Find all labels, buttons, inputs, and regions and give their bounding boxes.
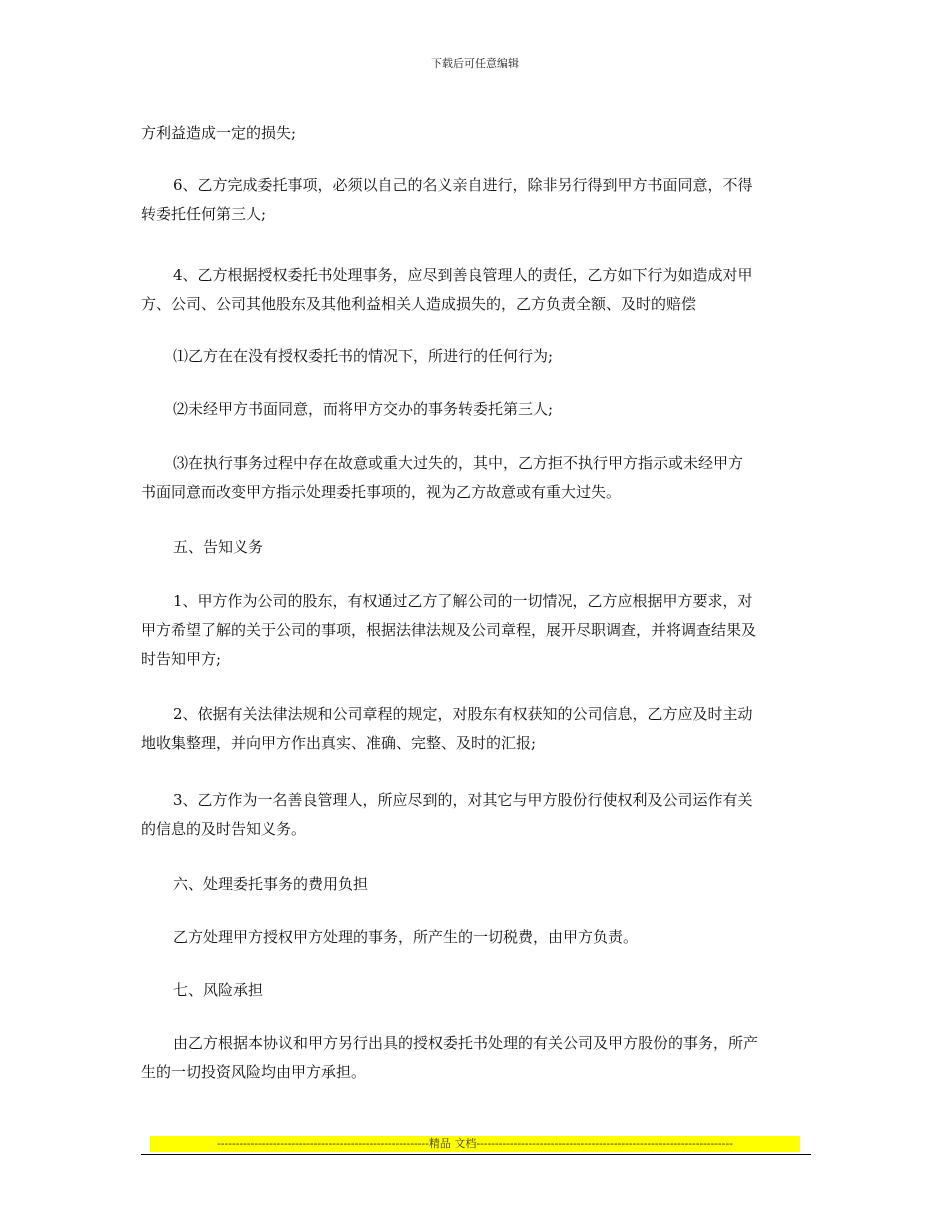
text-line: 2、依据有关法律法规和公司章程的规定，对股东有权获知的公司信息，乙方应及时主动 — [173, 705, 753, 723]
text-line: 由乙方根据本协议和甲方另行出具的授权委托书处理的有关公司及甲方股份的事务，所产 — [173, 1034, 759, 1052]
paragraph-clause-4 — [141, 261, 811, 319]
paragraph-item-2 — [141, 395, 811, 424]
text-line: 的信息的及时告知义务。 — [141, 820, 307, 838]
text-line: 方、公司、公司其他股东及其他利益相关人造成损失的，乙方负责全额、及时的赔偿 — [141, 295, 697, 313]
text-line: 4、乙方根据授权委托书处理事务，应尽到善良管理人的责任，乙方如下行为如造成对甲 — [173, 266, 753, 284]
text-line: 3、乙方作为一名善良管理人，所应尽到的，对其它与甲方股份行使权利及公司运作有关 — [173, 791, 753, 809]
text-line: ⑵未经甲方书面同意，而将甲方交办的事务转委托第三人; — [173, 400, 554, 418]
paragraph-item-1 — [141, 342, 811, 371]
text-line: 乙方处理甲方授权甲方处理的事务，所产生的一切税费，由甲方负责。 — [173, 928, 639, 946]
text-line: 1、甲方作为公司的股东，有权通过乙方了解公司的一切情况，乙方应根据甲方要求，对 — [173, 592, 753, 610]
section-heading-risk — [141, 976, 811, 1005]
paragraph-item-3 — [141, 449, 811, 507]
text-line: 方利益造成一定的损失; — [141, 124, 297, 142]
text-line: 甲方希望了解的关于公司的事项，根据法律法规及公司章程，展开尽职调查，并将调查结果及 — [141, 621, 757, 639]
text-line: 七、风险承担 — [173, 981, 264, 999]
paragraph-notify-2 — [141, 700, 811, 758]
text-line: ⑶在执行事务过程中存在故意或重大过失的，其中，乙方拒不执行甲方指示或未经甲方 — [173, 454, 744, 472]
page-header: 下载后可任意编辑 — [431, 57, 519, 70]
paragraph-notify-1 — [141, 587, 811, 674]
text-line: 时告知甲方; — [141, 650, 222, 668]
section-heading-notification — [141, 533, 811, 562]
paragraph-clause-6 — [141, 171, 811, 229]
text-line: 转委托任何第三人; — [141, 205, 267, 223]
paragraph-risk — [141, 1029, 811, 1087]
footer-highlight-banner: ---------------------------------------------------------精品 文档--------------------------------------------------------------------- — [150, 1136, 800, 1152]
paragraph-notify-3 — [141, 786, 811, 844]
section-heading-expenses — [141, 870, 811, 899]
paragraph-continuation — [141, 119, 811, 148]
text-line: 生的一切投资风险均由甲方承担。 — [141, 1063, 367, 1081]
paragraph-expenses — [141, 923, 811, 952]
text-line: 六、处理委托事务的费用负担 — [173, 875, 369, 893]
text-line: 书面同意而改变甲方指示处理委托事项的，视为乙方故意或有重大过失。 — [141, 483, 622, 501]
text-line: 6、乙方完成委托事项，必须以自己的名义亲自进行，除非另行得到甲方书面同意，不得 — [173, 176, 753, 194]
text-line: ⑴乙方在在没有授权委托书的情况下，所进行的任何行为; — [173, 347, 554, 365]
footer-divider — [141, 1154, 811, 1155]
text-line: 五、告知义务 — [173, 538, 264, 556]
text-line: 地收集整理，并向甲方作出真实、准确、完整、及时的汇报; — [141, 734, 537, 752]
